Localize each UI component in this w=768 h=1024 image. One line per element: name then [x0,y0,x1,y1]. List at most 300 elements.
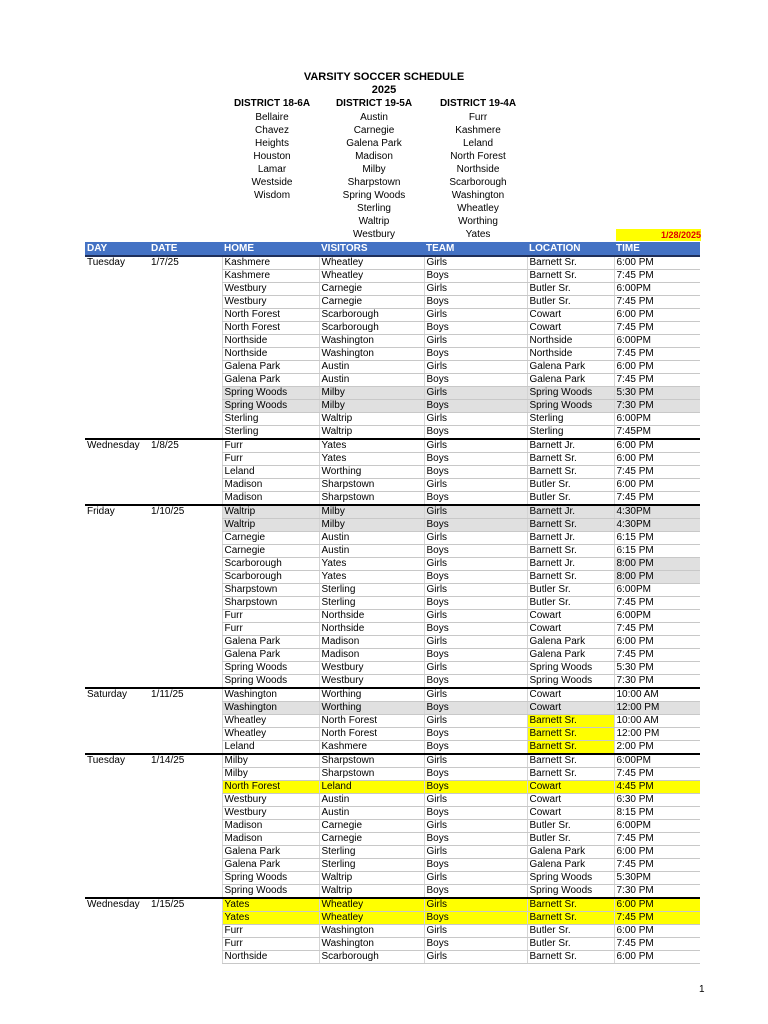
time-cell: 7:45 PM [614,859,700,872]
day-cell [85,820,149,833]
team-name: Leland [462,138,494,149]
team-cell: Girls [424,439,527,453]
table-row [85,820,700,833]
day-cell [85,623,149,636]
day-cell [85,322,149,335]
visitors-cell: Scarborough [319,309,424,322]
table-row [85,335,700,348]
table-row [85,925,700,938]
location-cell: Barnett Sr. [527,519,614,532]
location-cell: Northside [527,335,614,348]
visitors-cell: Austin [319,794,424,807]
location-cell: Galena Park [527,636,614,649]
day-cell [85,519,149,532]
home-cell: North Forest [222,309,319,322]
team-cell: Girls [424,335,527,348]
location-cell: Galena Park [527,649,614,662]
time-cell: 6:00PM [614,584,700,597]
team-name: Westbury [352,229,396,240]
district-18-6a-heading: DISTRICT 18-6A [233,98,311,109]
visitors-cell: Kashmere [319,741,424,755]
location-cell: Sterling [527,426,614,440]
visitors-cell: Yates [319,571,424,584]
date-cell [149,728,222,741]
time-cell: 6:00 PM [614,453,700,466]
home-cell: Furr [222,925,319,938]
page-number: 1 [699,984,705,995]
table-row [85,833,700,846]
table-row [85,532,700,545]
home-cell: Sterling [222,426,319,440]
location-cell: Butler Sr. [527,296,614,309]
location-cell: Spring Woods [527,675,614,689]
team-cell: Boys [424,859,527,872]
day-cell [85,584,149,597]
column-header-time: TIME [614,242,700,256]
district-19-4a-team-list [428,111,528,241]
location-cell: Galena Park [527,846,614,859]
visitors-cell: Sharpstown [319,768,424,781]
team-cell: Boys [424,768,527,781]
home-cell: Galena Park [222,374,319,387]
home-cell: Scarborough [222,571,319,584]
time-cell: 6:00 PM [614,898,700,912]
time-cell: 6:00PM [614,335,700,348]
home-cell: Madison [222,479,319,492]
team-cell: Boys [424,807,527,820]
day-cell: Wednesday [85,439,149,453]
day-cell [85,348,149,361]
visitors-cell: Washington [319,938,424,951]
home-cell: Leland [222,466,319,479]
team-name: Galena Park [346,138,402,149]
table-row [85,938,700,951]
team-cell: Boys [424,675,527,689]
date-cell [149,361,222,374]
day-cell [85,361,149,374]
time-cell: 6:00 PM [614,439,700,453]
visitors-cell: Yates [319,439,424,453]
schedule-year: 2025 [371,84,397,96]
time-cell: 8:00 PM [614,571,700,584]
team-cell: Girls [424,584,527,597]
team-cell: Boys [424,702,527,715]
time-cell: 4:30PM [614,505,700,519]
visitors-cell: Washington [319,335,424,348]
location-cell: Barnett Sr. [527,453,614,466]
table-row [85,374,700,387]
time-cell: 7:45 PM [614,768,700,781]
date-cell [149,597,222,610]
date-cell [149,453,222,466]
time-cell: 6:00PM [614,754,700,768]
location-cell: Cowart [527,623,614,636]
team-cell: Girls [424,688,527,702]
team-cell: Girls [424,361,527,374]
table-row [85,453,700,466]
team-name: Westside [251,177,293,188]
location-cell: Barnett Sr. [527,571,614,584]
time-cell: 7:45 PM [614,623,700,636]
visitors-cell: Scarborough [319,951,424,964]
visitors-cell: Sharpstown [319,479,424,492]
date-cell [149,715,222,728]
table-row [85,728,700,741]
date-cell: 1/10/25 [149,505,222,519]
team-cell: Girls [424,532,527,545]
day-cell [85,768,149,781]
time-cell: 5:30PM [614,872,700,885]
day-cell [85,741,149,755]
date-cell [149,662,222,675]
home-cell: Westbury [222,794,319,807]
date-cell [149,623,222,636]
team-cell: Girls [424,479,527,492]
date-cell [149,846,222,859]
table-row [85,439,700,453]
team-cell: Boys [424,912,527,925]
day-cell: Friday [85,505,149,519]
visitors-cell: Westbury [319,662,424,675]
team-cell: Boys [424,426,527,440]
table-row [85,623,700,636]
day-cell [85,636,149,649]
table-row [85,296,700,309]
location-cell: Butler Sr. [527,597,614,610]
location-cell: Spring Woods [527,662,614,675]
day-cell [85,649,149,662]
day-cell [85,833,149,846]
team-cell: Girls [424,872,527,885]
visitors-cell: Sterling [319,597,424,610]
time-cell: 6:00PM [614,413,700,426]
table-row [85,400,700,413]
date-cell [149,335,222,348]
date-cell [149,270,222,283]
location-cell: Northside [527,348,614,361]
home-cell: Milby [222,768,319,781]
visitors-cell: Washington [319,925,424,938]
visitors-cell: Carnegie [319,296,424,309]
location-cell: Barnett Jr. [527,439,614,453]
home-cell: Milby [222,754,319,768]
table-row [85,768,700,781]
team-name: Northside [456,164,500,175]
team-cell: Boys [424,649,527,662]
team-cell: Boys [424,322,527,335]
date-cell [149,702,222,715]
location-cell: Cowart [527,702,614,715]
day-cell [85,662,149,675]
day-cell [85,846,149,859]
home-cell: Leland [222,741,319,755]
location-cell: Butler Sr. [527,479,614,492]
team-cell: Boys [424,728,527,741]
date-cell [149,912,222,925]
team-name: North Forest [450,151,506,162]
location-cell: Barnett Sr. [527,545,614,558]
day-cell [85,794,149,807]
date-cell [149,872,222,885]
table-row [85,859,700,872]
location-cell: Spring Woods [527,872,614,885]
date-cell [149,283,222,296]
home-cell: Furr [222,439,319,453]
day-cell [85,545,149,558]
date-cell [149,741,222,755]
time-cell: 7:45PM [614,426,700,440]
time-cell: 6:00 PM [614,361,700,374]
team-name: Milby [362,164,386,175]
location-cell: Cowart [527,309,614,322]
team-cell: Boys [424,741,527,755]
home-cell: Spring Woods [222,872,319,885]
district-19-5a-team-list [324,111,424,241]
time-cell: 7:45 PM [614,833,700,846]
team-name: Bellaire [255,112,289,123]
visitors-cell: Madison [319,649,424,662]
time-cell: 6:15 PM [614,545,700,558]
day-cell [85,571,149,584]
home-cell: Sharpstown [222,584,319,597]
time-cell: 6:00 PM [614,846,700,859]
date-cell: 1/14/25 [149,754,222,768]
visitors-cell: Austin [319,374,424,387]
date-cell [149,781,222,794]
location-cell: Butler Sr. [527,584,614,597]
location-cell: Barnett Jr. [527,532,614,545]
table-row [85,519,700,532]
day-cell [85,702,149,715]
visitors-cell: Worthing [319,688,424,702]
day-cell [85,309,149,322]
time-cell: 7:45 PM [614,492,700,506]
team-cell: Boys [424,571,527,584]
day-cell: Wednesday [85,898,149,912]
home-cell: Furr [222,610,319,623]
date-cell [149,426,222,440]
date-cell [149,545,222,558]
day-cell [85,872,149,885]
team-cell: Girls [424,558,527,571]
home-cell: Scarborough [222,558,319,571]
time-cell: 6:00 PM [614,309,700,322]
time-cell: 7:45 PM [614,597,700,610]
date-cell [149,636,222,649]
table-row [85,387,700,400]
day-cell [85,387,149,400]
location-cell: Barnett Sr. [527,754,614,768]
table-row [85,558,700,571]
visitors-cell: Austin [319,807,424,820]
visitors-cell: Yates [319,453,424,466]
team-name: Yates [465,229,491,240]
visitors-cell: Scarborough [319,322,424,335]
date-cell [149,532,222,545]
home-cell: Carnegie [222,532,319,545]
time-cell: 12:00 PM [614,702,700,715]
date-cell [149,466,222,479]
visitors-cell: Milby [319,519,424,532]
team-cell: Girls [424,283,527,296]
visitors-cell: Milby [319,505,424,519]
day-cell [85,283,149,296]
team-cell: Girls [424,951,527,964]
team-cell: Girls [424,413,527,426]
time-cell: 7:45 PM [614,322,700,335]
time-cell: 8:15 PM [614,807,700,820]
day-cell [85,413,149,426]
time-cell: 6:00 PM [614,951,700,964]
visitors-cell: Sterling [319,846,424,859]
visitors-cell: Sterling [319,859,424,872]
home-cell: Westbury [222,807,319,820]
date-cell [149,387,222,400]
home-cell: Madison [222,492,319,506]
column-header-visitors: VISITORS [319,242,424,256]
table-row [85,951,700,964]
time-cell: 4:45 PM [614,781,700,794]
home-cell: Northside [222,348,319,361]
location-cell: Barnett Jr. [527,505,614,519]
location-cell: Barnett Sr. [527,898,614,912]
column-header-date: DATE [149,242,222,256]
home-cell: Yates [222,898,319,912]
home-cell: Galena Park [222,361,319,374]
visitors-cell: Leland [319,781,424,794]
team-name: Waltrip [358,216,390,227]
time-cell: 6:15 PM [614,532,700,545]
date-cell [149,322,222,335]
location-cell: Butler Sr. [527,492,614,506]
time-cell: 7:30 PM [614,400,700,413]
date-cell [149,492,222,506]
date-cell [149,859,222,872]
day-cell [85,610,149,623]
table-row [85,688,700,702]
home-cell: Galena Park [222,859,319,872]
home-cell: Washington [222,702,319,715]
day-cell [85,781,149,794]
time-cell: 6:00PM [614,610,700,623]
team-name: Scarborough [449,177,507,188]
time-cell: 6:00PM [614,820,700,833]
team-name: Worthing [458,216,498,227]
team-cell: Boys [424,623,527,636]
time-cell: 4:30PM [614,519,700,532]
table-row [85,348,700,361]
team-cell: Boys [424,296,527,309]
column-header-location: LOCATION [527,242,614,256]
day-cell [85,466,149,479]
day-cell [85,426,149,440]
home-cell: Wheatley [222,728,319,741]
day-cell [85,938,149,951]
location-cell: Barnett Jr. [527,558,614,571]
home-cell: Northside [222,335,319,348]
team-cell: Boys [424,938,527,951]
time-cell: 10:00 AM [614,715,700,728]
time-cell: 6:00 PM [614,925,700,938]
as-of-date: 1/28/2025 [616,229,701,241]
time-cell: 7:45 PM [614,938,700,951]
team-name: Madison [355,151,393,162]
district-19-5a-heading: DISTRICT 19-5A [335,98,413,109]
visitors-cell: Wheatley [319,898,424,912]
home-cell: Madison [222,833,319,846]
date-cell [149,348,222,361]
location-cell: Galena Park [527,374,614,387]
home-cell: Galena Park [222,649,319,662]
home-cell: Northside [222,951,319,964]
visitors-cell: Austin [319,545,424,558]
date-cell [149,768,222,781]
date-cell [149,309,222,322]
time-cell: 7:30 PM [614,885,700,899]
day-cell [85,912,149,925]
location-cell: Cowart [527,794,614,807]
time-cell: 6:30 PM [614,794,700,807]
location-cell: Barnett Sr. [527,912,614,925]
visitors-cell: Carnegie [319,833,424,846]
table-row [85,492,700,506]
day-cell [85,558,149,571]
day-cell [85,807,149,820]
visitors-cell: Washington [319,348,424,361]
visitors-cell: Sharpstown [319,754,424,768]
location-cell: Cowart [527,322,614,335]
location-cell: Butler Sr. [527,938,614,951]
team-cell: Boys [424,374,527,387]
team-cell: Girls [424,715,527,728]
location-cell: Cowart [527,688,614,702]
visitors-cell: Waltrip [319,426,424,440]
date-cell [149,610,222,623]
table-row [85,597,700,610]
time-cell: 7:30 PM [614,675,700,689]
location-cell: Cowart [527,807,614,820]
day-cell [85,479,149,492]
location-cell: Barnett Sr. [527,741,614,755]
visitors-cell: Wheatley [319,912,424,925]
schedule-title: VARSITY SOCCER SCHEDULE [303,71,465,83]
team-cell: Boys [424,885,527,899]
table-row [85,545,700,558]
home-cell: Yates [222,912,319,925]
day-cell: Tuesday [87,257,125,269]
team-cell: Girls [424,898,527,912]
district-18-6a-team-list [222,111,322,202]
home-cell: Spring Woods [222,885,319,899]
team-cell: Girls [424,610,527,623]
team-cell: Boys [424,400,527,413]
date-cell [149,885,222,899]
day-cell: Tuesday [85,754,149,768]
table-row [85,715,700,728]
team-name: Spring Woods [342,190,406,201]
location-cell: Butler Sr. [527,925,614,938]
visitors-cell: Madison [319,636,424,649]
team-cell: Boys [424,466,527,479]
home-cell: North Forest [222,322,319,335]
team-cell: Girls [424,387,527,400]
date-cell [149,807,222,820]
time-cell: 6:00PM [614,283,700,296]
date-cell [149,938,222,951]
team-cell: Girls [424,846,527,859]
home-cell: Spring Woods [222,387,319,400]
date-cell [149,571,222,584]
